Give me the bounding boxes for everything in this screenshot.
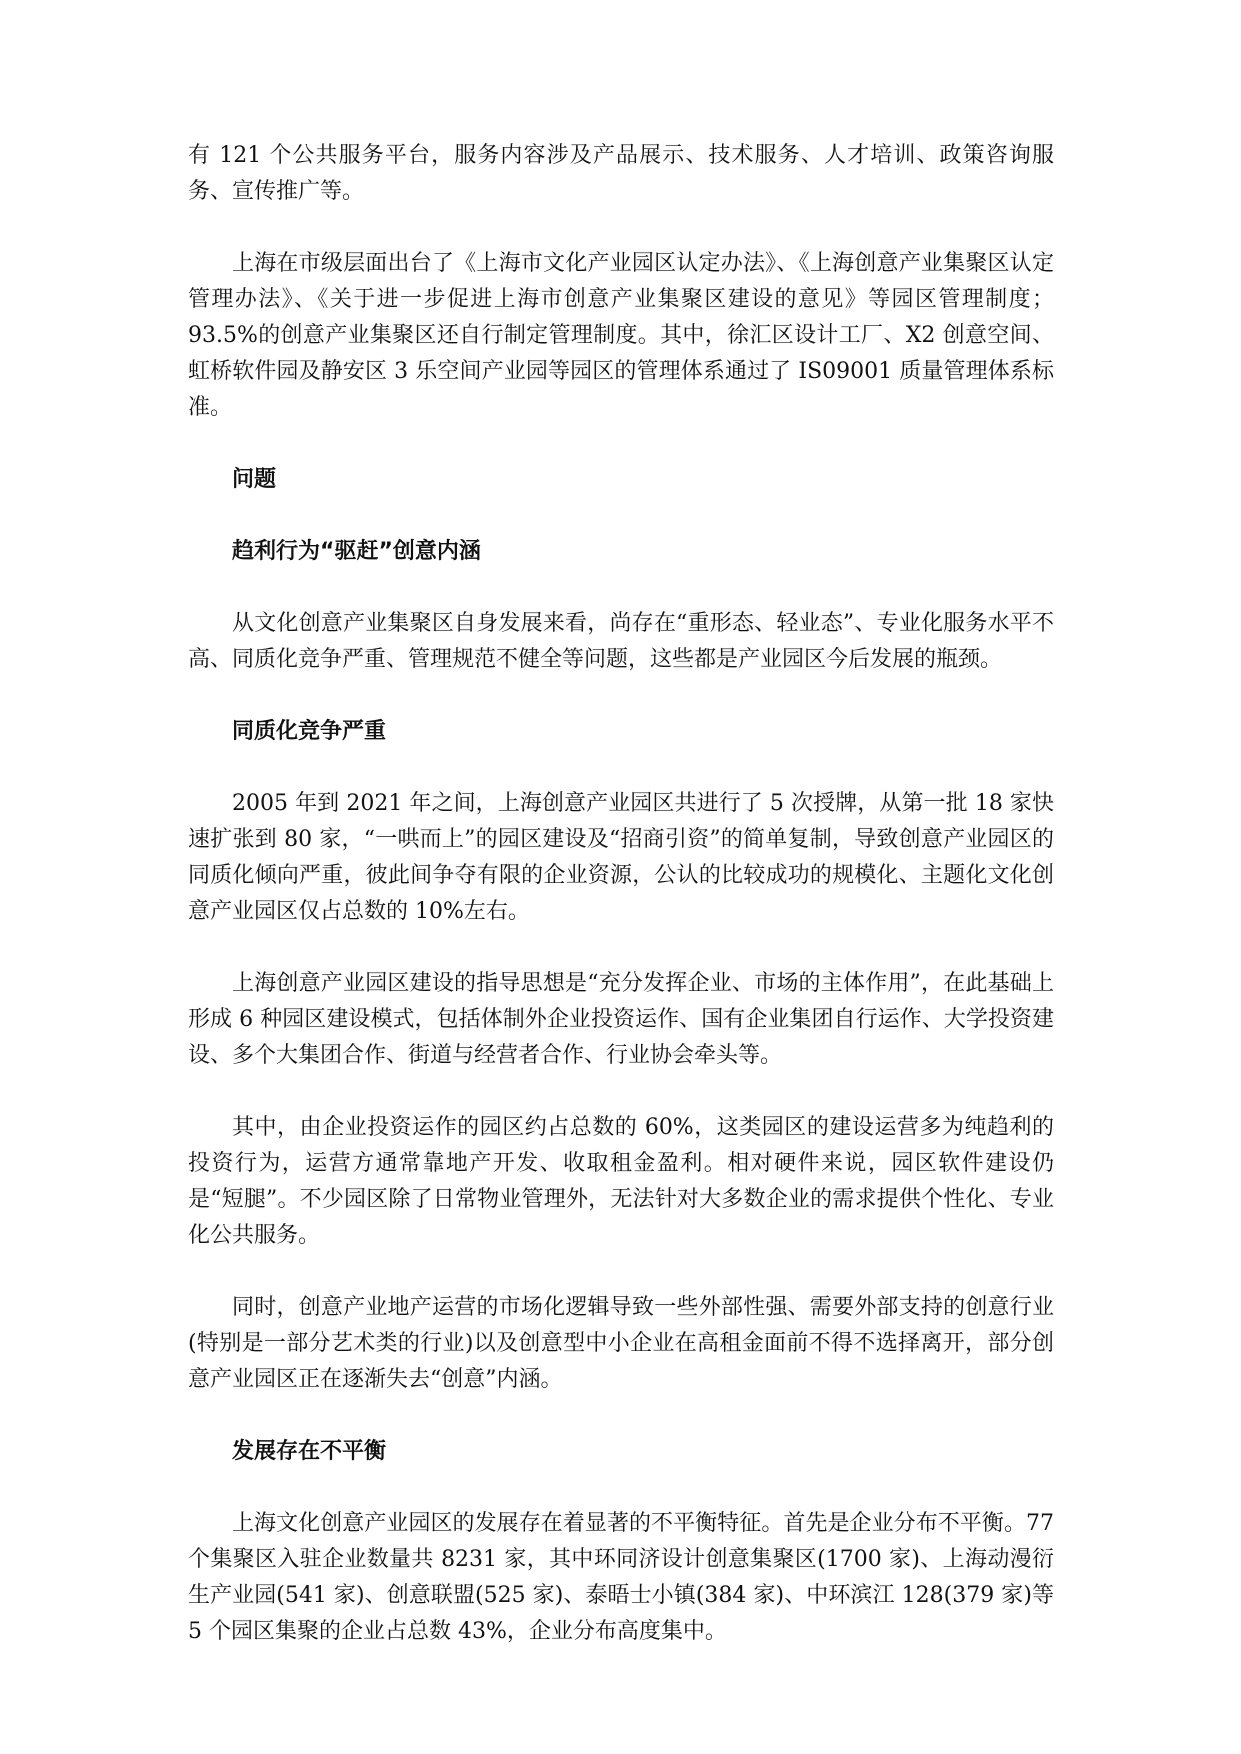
subheading-homogeneous-competition: 同质化竞争严重: [232, 719, 387, 744]
paragraph-enterprise-investment: 其中，由企业投资运作的园区约占总数的 60%，这类园区的建设运营多为纯趋利的投资行为，运营方通常靠地产开发、收取租金盈利。相对硬件来说，园区软件建设仍是“短腿”。不少园区除了日常物业管理外，无法针对大多数企业的需求提供个性化、专业化公共服务。: [188, 1115, 1054, 1248]
subheading-unbalanced-development: 发展存在不平衡: [232, 1439, 387, 1464]
document-page: [188, 138, 1054, 1650]
paragraph-construction-models: 上海创意产业园区建设的指导思想是“充分发挥企业、市场的主体作用”，在此基础上形成 6 种园区建设模式，包括体制外企业投资运作、国有企业集团自行运作、大学投资建设、多个大集团合作、街道与经营者合作、行业协会牵头等。: [188, 971, 1054, 1068]
paragraph-market-logic: 同时，创意产业地产运营的市场化逻辑导致一些外部性强、需要外部支持的创意行业(特别是一部分艺术类的行业)以及创意型中小企业在高租金面前不得不选择离开，部分创意产业园区正在逐渐失去“创意”内涵。: [188, 1295, 1054, 1392]
paragraph-licensing-history: 2005 年到 2021 年之间，上海创意产业园区共进行了 5 次授牌，从第一批 18 家快速扩张到 80 家，“一哄而上”的园区建设及“招商引资”的简单复制，导致创意产业园区的同质化倾向严重，彼此间争夺有限的企业资源，公认的比较成功的规模化、主题化文化创意产业园区仅占总数的 10%左右。: [188, 791, 1054, 924]
section-heading-problems: 问题: [232, 467, 277, 492]
paragraph-enterprise-distribution: 上海文化创意产业园区的发展存在着显著的不平衡特征。首先是企业分布不平衡。77 个集聚区入驻企业数量共 8231 家，其中环同济设计创意集聚区(1700 家)、上海动漫衍生产业园(541 家)、创意联盟(525 家)、泰晤士小镇(384 家)、中环滨江 128(379 家)等 5 个园区集聚的企业占总数 43%，企业分布高度集中。: [188, 1511, 1054, 1644]
paragraph-management-regulations: 上海在市级层面出台了《上海市文化产业园区认定办法》、《上海创意产业集聚区认定管理办法》、《关于进一步促进上海市创意产业集聚区建设的意见》等园区管理制度；93.5%的创意产业集聚区还自行制定管理制度。其中，徐汇区设计工厂、X2 创意空间、虹桥软件园及静安区 3 乐空间产业园等园区的管理体系通过了 IS09001 质量管理体系标准。: [188, 251, 1054, 420]
paragraph-public-service-platforms: 有 121 个公共服务平台，服务内容涉及产品展示、技术服务、人才培训、政策咨询服务、宣传推广等。: [188, 143, 1054, 204]
paragraph-development-bottlenecks: 从文化创意产业集聚区自身发展来看，尚存在“重形态、轻业态”、专业化服务水平不高、同质化竞争严重、管理规范不健全等问题，这些都是产业园区今后发展的瓶颈。: [188, 611, 1054, 672]
subheading-profit-driven-behavior: 趋利行为“驱赶”创意内涵: [232, 539, 481, 564]
